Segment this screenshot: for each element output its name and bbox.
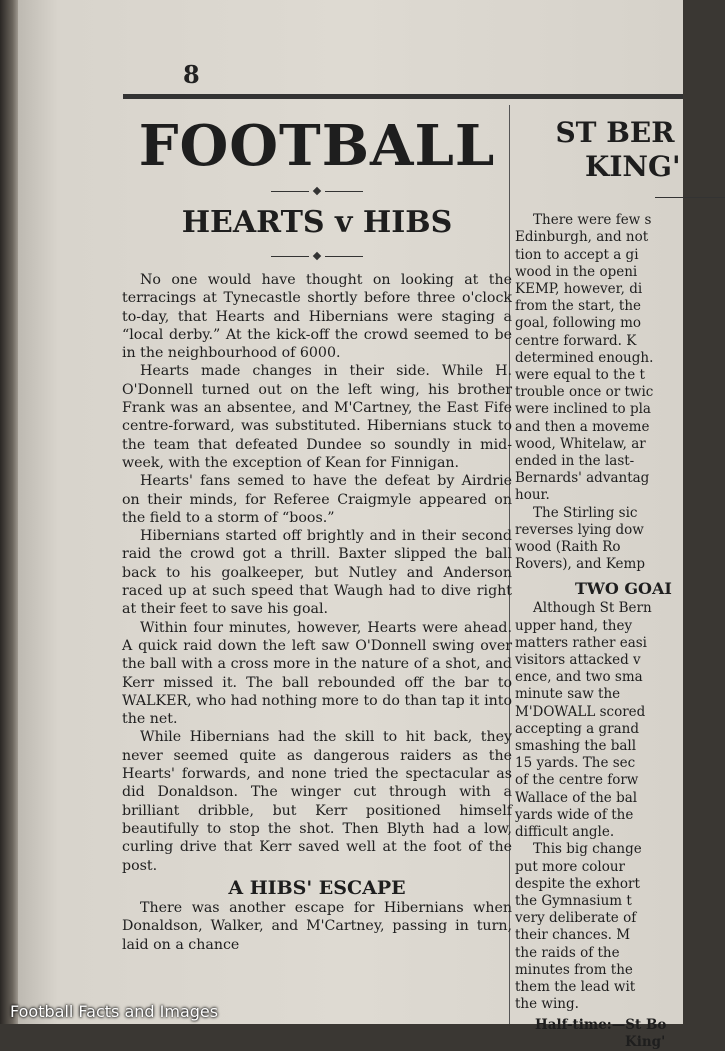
ornament-divider (122, 253, 512, 259)
adjacent-article-column (515, 110, 715, 1051)
halftime-score-line-1: Half-time:—St Bo (535, 1017, 667, 1034)
text-line: There were few s (533, 212, 652, 229)
article-body (122, 271, 512, 954)
text-line: the raids of the (515, 944, 620, 961)
article-paragraph: Hearts made changes in their side. While H. O'Donnell turned out on the left wing, his brother Frank was an absentee, and M'Cartney, the East Fife centre-forward, was substituted. Hibernians stuck to the team that defeated Dundee so soundly in mid-week, with the exception of Kean for Finnigan. (122, 363, 512, 471)
text-line: Wallace of the bal (515, 789, 638, 806)
book-spine (0, 0, 18, 1024)
text-line: very deliberate of (515, 910, 637, 927)
article-paragraph: While Hibernians had the skill to hit back, they never seemed quite as dangerous raiders as the Hearts' forwards, and none tried the spectacular as did Donaldson. The winger cut through with a brilliant dribble, but Kerr positioned himself beautifully to stop the shot. Then Blyth had a low, curling drive that Kerr saved well at the foot of the post. (122, 729, 512, 874)
text-line: yards wide of the (515, 806, 634, 823)
text-line: were inclined to pla (515, 401, 651, 418)
text-line: determined enough. (515, 349, 654, 366)
text-line: hour. (515, 487, 550, 504)
article-paragraph: Within four minutes, however, Hearts were ahead. A quick raid down the left saw O'Donnell swing over the ball with a cross more in the nature of a shot, and Kerr missed it. The ball rebounded off the bar to WALKER, who had nothing more to do than tap it into the net. (122, 619, 512, 728)
text-line: goal, following mo (515, 315, 642, 332)
text-line: Bernards' advantag (515, 470, 650, 487)
text-line: M'DOWALL scored (515, 703, 646, 720)
text-line: reverses lying dow (515, 521, 644, 538)
article-column (122, 110, 512, 954)
text-line: trouble once or twic (515, 384, 654, 401)
text-line: The Stirling sic (533, 504, 638, 521)
text-line: ence, and two sma (515, 669, 643, 686)
adjacent-headline-line-2: KING' (585, 149, 681, 183)
text-line: wood (Raith Ro (515, 539, 621, 556)
newspaper-page (18, 0, 683, 1051)
halftime-score-line-2: King' (625, 1034, 666, 1051)
text-line: the wing. (515, 996, 579, 1013)
text-line: Edinburgh, and not (515, 229, 649, 246)
text-line: wood, Whitelaw, ar (515, 435, 646, 452)
text-line: smashing the ball (515, 738, 637, 755)
adjacent-rule (655, 197, 725, 198)
text-line: of the centre forw (515, 772, 639, 789)
text-line: matters rather easi (515, 634, 648, 651)
page-number: 8 (183, 60, 200, 89)
text-line: KEMP, however, di (515, 281, 643, 297)
text-line: ended in the last- (515, 453, 635, 470)
watermark: Football Facts and Images (10, 1002, 219, 1021)
text-line: their chances. M (515, 927, 631, 944)
article-paragraph: Hibernians started off brightly and in their second raid the crowd got a thrill. Baxter slipped the ball back to his goalkeeper, but Nutley and Anderson raced up at such speed that Waugh had to dive right at their feet to save his goal. (122, 528, 512, 618)
text-line: wood in the openi (515, 263, 638, 280)
text-line: and then a moveme (515, 418, 650, 435)
text-line: were equal to the t (515, 367, 645, 384)
text-line: difficult angle. (515, 824, 615, 841)
text-line: minutes from the (515, 961, 633, 978)
adjacent-subheading: TWO GOAI (575, 579, 672, 599)
article-paragraph: There was another escape for Hibernians when Donaldson, Walker, and M'Cartney, passing in turn, laid on a chance (122, 900, 512, 953)
text-line: from the start, the (515, 298, 642, 315)
text-line: This big change (533, 841, 642, 858)
subheadline: HEARTS v HIBS (181, 205, 453, 240)
text-line: minute saw the (515, 686, 621, 703)
headline: FOOTBALL (138, 113, 496, 179)
text-line: the Gymnasium t (515, 892, 632, 909)
top-rule (123, 94, 683, 99)
adjacent-headline-line-1: ST BER (555, 116, 675, 149)
adjacent-body-b (515, 600, 715, 1013)
text-line: visitors attacked v (515, 652, 641, 669)
text-line: Although St Bern (533, 600, 652, 617)
article-paragraph: Hearts' fans semed to have the defeat by Airdrie on their minds, for Referee Craigmyle appeared on the field to a storm of “boos.” (122, 473, 512, 526)
text-line: them the lead wit (515, 978, 636, 995)
article-paragraph: No one would have thought on looking at the terracings at Tynecastle shortly before three o'clock to-day, that Hearts and Hibernians were staging a “local derby.” At the kick-off the crowd seemed to be in the neighbourhood of 6000. (122, 272, 512, 362)
text-line: upper hand, they (515, 617, 633, 634)
text-line: despite the exhort (515, 875, 640, 892)
text-line: tion to accept a gi (515, 246, 639, 263)
text-line: Rovers), and Kemp (515, 556, 645, 573)
text-line: put more colour (515, 858, 625, 875)
ornament-divider (122, 188, 512, 194)
text-line: 15 yards. The sec (515, 755, 636, 772)
section-heading: A HIBS' ESCAPE (228, 876, 406, 899)
text-line: centre forward. K (515, 332, 637, 349)
text-line: accepting a grand (515, 720, 639, 737)
adjacent-body-a (515, 212, 715, 573)
